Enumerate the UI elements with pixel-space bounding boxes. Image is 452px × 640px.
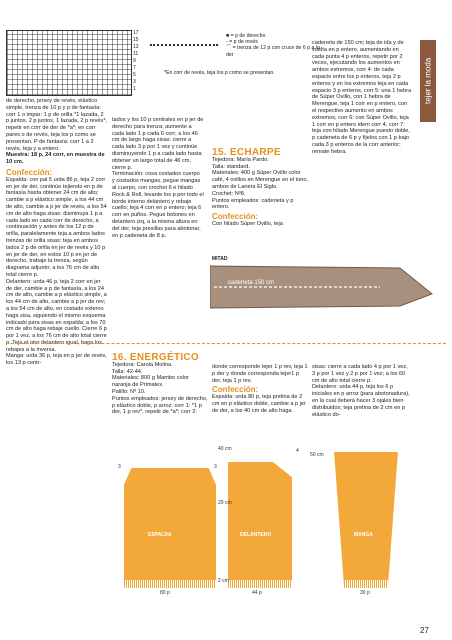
measure-3: 3 <box>214 464 217 470</box>
paragraph-manga: Manga: urda 36 p, teja en p jer de revés, los 13 p centr- <box>6 353 107 367</box>
measure-30p: 30 p <box>360 590 370 596</box>
paragraph-muestra: Muestra: 18 p, 24 corr, en muestra de 10 cm. <box>6 152 105 166</box>
echarpe-confeccion-heading: Confección: <box>212 212 259 222</box>
garment-schematic <box>110 440 440 620</box>
section-divider <box>6 343 446 344</box>
echarpe-tejedora: Tejedora: María Pardo. <box>212 156 269 163</box>
energetico-materiales: Materiales: 800 g Mambo color naranja de Primatex. <box>112 375 189 389</box>
paragraph-manga-cont: tados y los 10 p centrales en p jer de derecho para trenza; aumente a cada lado 1 p cada 6 corr; a los 46 cm de largo haga sisas: cierre a cada lado 3 p por 1 vez y continúe disminuyendo 1 p a cada lado hasta obtener un largo total de 46 cm, cierre p. <box>112 117 204 171</box>
knitting-chart-grid <box>6 30 132 96</box>
energetico-palillo: Palillo: Nº 10. <box>112 388 146 395</box>
echarpe-section <box>212 147 310 228</box>
row-number: 7 <box>133 65 136 71</box>
row-number: 5 <box>133 72 136 78</box>
column-2 <box>112 117 204 239</box>
energetico-title: 16. ENERGÉTICO <box>112 352 199 363</box>
column-1 <box>6 98 108 367</box>
espalda-label: ESPALDA <box>148 532 172 538</box>
symbol-strip <box>150 44 218 50</box>
paragraph-energetico-espalda: Espalda: urda 80 p, teja pretina de 2 cm en p elástico doble, cambie a p jer de der, a los 40 cm de alto haga <box>212 394 306 414</box>
measure-44p: 44 p <box>252 590 262 596</box>
page-number: 27 <box>420 626 429 635</box>
scarf-mitad-label: MITAD <box>212 256 228 262</box>
energetico-col-3 <box>312 364 412 418</box>
energetico-puntos: Puntos empleados: jersey de derecho, p elástico doble, p arroz: corr 1: *1 p der, 1 p rev*, repetir de *a*; corr 2: <box>112 395 208 416</box>
energetico-confeccion-heading: Confección: <box>212 385 259 395</box>
measure-20cm: 20 cm <box>218 500 232 506</box>
energetico-section <box>112 352 208 416</box>
espalda-piece <box>124 468 216 588</box>
scarf-diagram <box>210 254 440 330</box>
paragraph-energetico-sisas: sisas: cierre a cada lado 4 p por 1 vez, 3 p por 1 vez y 2 p por 1 vez; a los 60 cm de alto total cierre p. <box>312 364 408 384</box>
echarpe-talla: Talla: standard. <box>212 163 250 170</box>
legend-symbol: * <box>164 70 167 76</box>
energetico-talla: Talla: 42-44. <box>112 368 143 375</box>
energetico-col-2 <box>212 364 308 415</box>
measure-50cm: 50 cm <box>310 452 324 458</box>
legend-row <box>226 45 326 57</box>
legend-note <box>164 70 324 76</box>
scarf-shape <box>210 254 440 330</box>
legend-text: = p de revés <box>229 39 258 46</box>
paragraph-espalda: Espalda: con pal 5 urda 86 p, teja 2 corr en jer de der, continúe tejiendo en p de fantasía hasta obtener 24 cm de alto; cambie a p elástico simple, a los 44 cm de alto, cambie a p jer de revés, a los 54 cm de alto haga sisas: disminuya 1 p a cada lado en cada corr de derecho, a continuación y antes de los 12 p de orilla, paralelamente teja a ambos lados trenzas de orilla sisas: teja en ambos lados 2 p de orilla en jer de revés y 10 p en jer de der, en estos 10 p en jer de derecho, trabaje la trenza, según diagrama adjunto; a los 76 cm de alto total cierre p. <box>6 176 107 278</box>
paragraph-energetico-delantero: Delantero: urda 44 p, teja los 6 p iniciales en p arroz (para abotonadura), en la cual deberá hacer 3 ojales bien distribuidos; teja pretina de 2 cm en p elástico do- <box>312 384 410 418</box>
measure-4: 4 <box>296 448 299 454</box>
paragraph-terminacion: Terminación: cosa costados cuerpo y costados mangas, pegue mangas al cuerpo, con crochet 6 e hilado Rock & Roll, levante los p por todo el borde interno delantero y rebaje cuello; teja 4 corr en p entero; teja 6 corr en puños. Pegue botones en delantero izq, a la misma altura en del der, teja presillas para abotonar, en p cadeneta de 8 p. <box>112 171 204 239</box>
echarpe-title: 15. ECHARPE <box>212 147 281 158</box>
paragraph-delantero: Delantero: urda 46 p, teja 2 corr en jer de der, cambie a p de fantasía, a los 24 cm de alto, cambie a p elástico simple, a los 44 cm de alto, cambie a p jer de rev; a los 54 cm de alto, en costado externo haga sisa, siguiendo el mismo esquema indicado para sisas en espalda; a los 70 cm de alto haga rebaje cuello. Cierre 6 p por 1 vez, a los 76 cm de alto total cierre p. Teja el otro delantero igual, haga los rebajes a la inversa. <box>6 278 107 353</box>
paragraph-intro: de derecho, jersey de revés, elástico simple, trenza de 10 p y p de fantasía: corr 1 o impar: 1 p de orilla *1 lazada, 2 p juntos, 2 p juntos, 1 lazada, 2 p revés*, repetir en corr de der de *a*; en corr pares o de revés, teja los p como se presentan. P de fantasía: corr 1 a 2 revés, teja y a entero. <box>6 98 108 152</box>
column-4 <box>312 40 412 156</box>
legend-text: En corr de revés, teja los p como se presentan. <box>166 70 275 76</box>
row-number: 9 <box>133 58 136 64</box>
delantero-piece <box>228 462 292 588</box>
measure-40cm: 40 cm <box>218 446 232 452</box>
measure-80p: 80 p <box>160 590 170 596</box>
scarf-cadeneta-label: cadeneta 150 cm <box>228 280 275 286</box>
echarpe-puntos: Puntos empleados: cadeneta y p entero. <box>212 197 294 211</box>
espalda-rib <box>124 580 216 588</box>
measure-3: 3 <box>118 464 121 470</box>
energetico-tejedora: Tejedora: Carola Molina. <box>112 361 173 368</box>
side-band-text: tejer la moda <box>423 57 433 105</box>
paragraph-arroz: donde corresponde tejer 1 p rev, teja 1 p der y donde corresponda tejer1 p der, teja 1 p rev. <box>212 364 308 384</box>
row-number: 13 <box>133 44 139 50</box>
measure-2cm: 2 cm <box>218 578 229 584</box>
manga-piece <box>324 452 408 588</box>
legend-symbol: ■ <box>226 33 230 39</box>
echarpe-confeccion: Con hilado Súper Ovillo, teja <box>212 220 283 227</box>
row-number: 11 <box>133 51 139 57</box>
legend-symbol: ⌒ <box>226 45 232 52</box>
echarpe-crochet: Crochet: Nº8. <box>212 190 246 197</box>
row-number: 1 <box>133 86 136 92</box>
chart-legend <box>226 33 326 58</box>
chart-row-numbers <box>133 30 145 93</box>
heading-confeccion: Confección: <box>6 167 53 177</box>
legend-text: = p de derecho <box>230 33 266 39</box>
legend-symbol: - <box>226 39 228 46</box>
delantero-label: DELANTERO <box>240 532 272 538</box>
paragraph-echarpe-cont: cadeneta de 150 cm; teja de ida y de vuelta en p entero, aumentando en cada punta 4 p enteros, repetir por 2 veces, ejecutando los aumentos en ambos extremos, corr 4: de cada espacio entre los p enteros, teja 2 p enteros y en los extremos teja en cada espacio 3 p enteros, corr 5: una 1 hebra de Súper Ovillo, con 1 hebra de Merengue, teja 1 corr en p entero, con el respectivo aumento en ambos extremos, corr 6: con Súper Ovillo, teja 1 corr en p entero idem corr 4, corr 7: teja con hilado Merengue puesto doble, p cadeneta de 6 p y fijelos con 1 p bajo cada 3 p enteros de la corr anterior; remate hebra. <box>312 40 412 155</box>
side-band <box>420 40 436 122</box>
row-number: 3 <box>133 79 136 85</box>
manga-label: MANGA <box>354 532 373 538</box>
manga-rib <box>344 580 388 588</box>
legend-text: = trenza de 12 p con cruce de 6 p a la der <box>226 45 320 58</box>
echarpe-materiales: Materiales: 400 g Súper Ovillo color café, 4 ovillos en Merengue en el tono, ambos de Lanera El Siglo. <box>212 170 309 190</box>
delantero-rib <box>228 580 292 588</box>
row-number: 15 <box>133 37 139 43</box>
row-number: 17 <box>133 30 139 36</box>
